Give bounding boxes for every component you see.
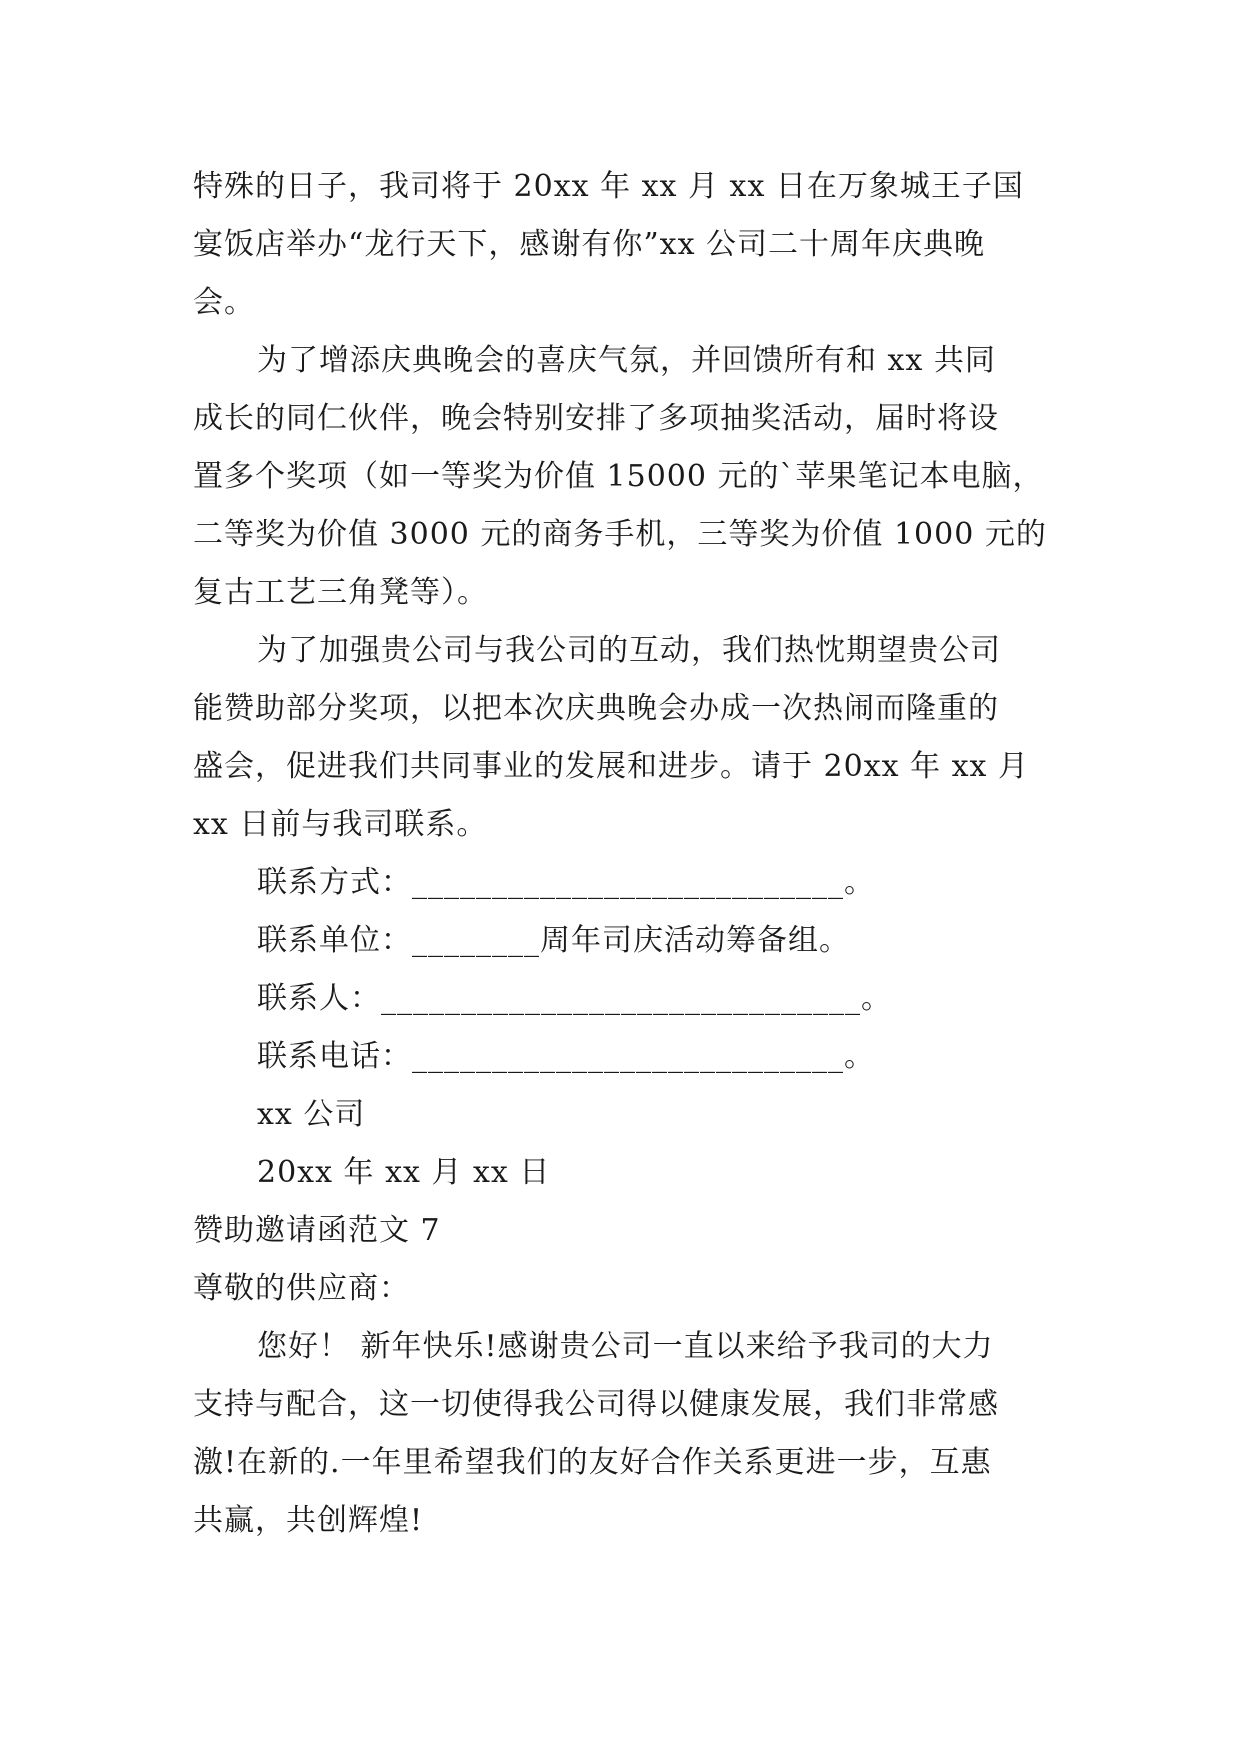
contact-unit: 联系单位：________周年司庆活动筹备组。 bbox=[257, 923, 850, 958]
text-line: 置多个奖项（如一等奖为价值 15000 元的`苹果笔记本电脑， bbox=[193, 459, 1044, 494]
text-line: 二等奖为价值 3000 元的商务手机，三等奖为价值 1000 元的 bbox=[193, 517, 1047, 552]
document-body bbox=[193, 158, 1053, 1550]
contact-method: 联系方式：___________________________。 bbox=[257, 865, 875, 900]
text-line: 共赢，共创辉煌! bbox=[193, 1503, 424, 1538]
text-line: 为了增添庆典晚会的喜庆气氛，并回馈所有和 xx 共同 bbox=[257, 343, 996, 378]
salutation: 尊敬的供应商： bbox=[193, 1271, 410, 1306]
text-line: 复古工艺三角凳等）。 bbox=[193, 575, 488, 610]
text-line: 成长的同仁伙伴，晚会特别安排了多项抽奖活动，届时将设 bbox=[193, 401, 999, 436]
signature-date: 20xx 年 xx 月 xx 日 bbox=[257, 1155, 551, 1190]
text-line: 会。 bbox=[193, 285, 255, 320]
company-signature: xx 公司 bbox=[257, 1097, 366, 1132]
paragraph-event-announcement bbox=[193, 158, 1053, 332]
section-title: 赞助邀请函范文 7 bbox=[193, 1213, 441, 1248]
text-line: 您好！ 新年快乐!感谢贵公司一直以来给予我司的大力 bbox=[257, 1329, 994, 1364]
paragraph-lottery-prizes bbox=[193, 332, 1053, 622]
text-line: 盛会，促进我们共同事业的发展和进步。请于 20xx 年 xx 月 bbox=[193, 749, 1029, 784]
contact-phone: 联系电话：___________________________。 bbox=[257, 1039, 875, 1074]
text-line: 宴饭店举办“龙行天下，感谢有你”xx 公司二十周年庆典晚 bbox=[193, 227, 986, 262]
text-line: 激!在新的.一年里希望我们的友好合作关系更进一步，互惠 bbox=[193, 1445, 992, 1480]
text-line: 为了加强贵公司与我公司的互动，我们热忱期望贵公司 bbox=[257, 633, 1001, 668]
paragraph-new-year-greeting bbox=[193, 1318, 1053, 1550]
contact-person: 联系人：______________________________。 bbox=[257, 981, 892, 1016]
text-line: 特殊的日子，我司将于 20xx 年 xx 月 xx 日在万象城王子国 bbox=[193, 169, 1024, 204]
paragraph-sponsorship-request bbox=[193, 622, 1053, 854]
text-line: xx 日前与我司联系。 bbox=[193, 807, 488, 842]
text-line: 支持与配合，这一切使得我公司得以健康发展，我们非常感 bbox=[193, 1387, 999, 1422]
text-line: 能赞助部分奖项，以把本次庆典晚会办成一次热闹而隆重的 bbox=[193, 691, 999, 726]
